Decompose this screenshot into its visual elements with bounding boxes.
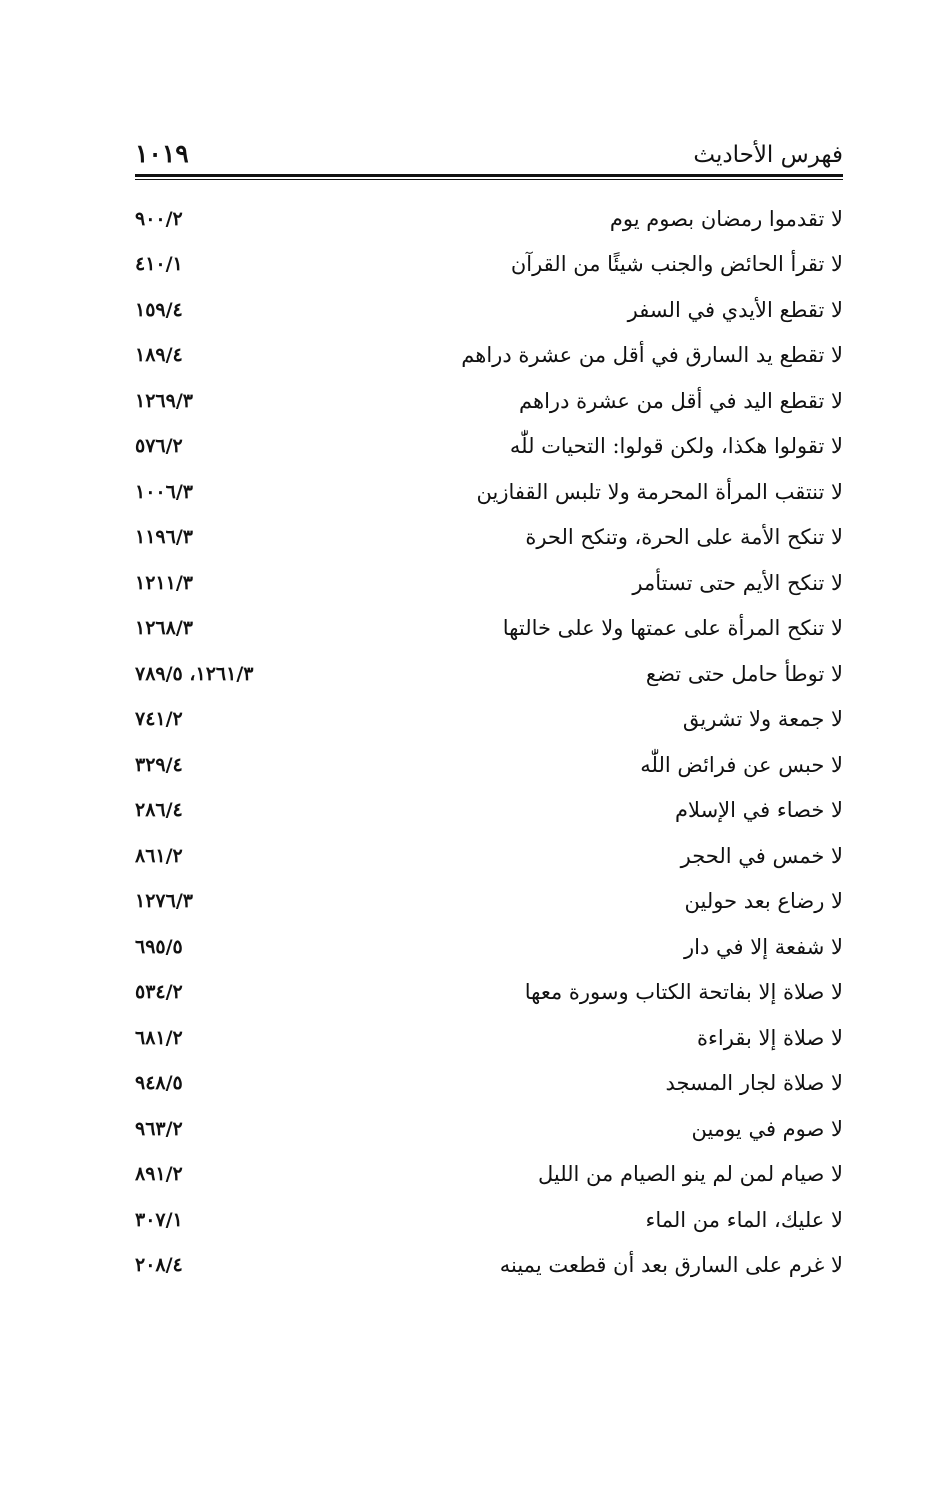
index-entry — [135, 287, 843, 333]
volume-page-ref: ١٠٠٦/٣ — [135, 480, 193, 503]
volume-page-ref: ٢٠٨/٤ — [135, 1254, 183, 1277]
hadith-text: لا تنتقب المرأة المحرمة ولا تلبس القفازين — [476, 479, 843, 504]
volume-page-ref: ٥٧٦/٢ — [135, 435, 183, 458]
volume-page-ref: ٦٩٥/٥ — [135, 935, 183, 958]
hadith-text: لا تنكح المرأة على عمتها ولا على خالتها — [502, 616, 843, 641]
hadith-text: لا صلاة لجار المسجد — [665, 1071, 843, 1096]
volume-page-ref: ١٥٩/٤ — [135, 298, 183, 321]
index-entry — [135, 1152, 843, 1198]
hadith-text: لا توطأ حامل حتى تضع — [645, 661, 843, 686]
volume-page-ref: ٥٣٤/٢ — [135, 981, 183, 1004]
volume-page-ref: ٦٨١/٢ — [135, 1026, 183, 1049]
index-entry — [135, 1197, 843, 1243]
volume-page-ref: ١٢٦٩/٣ — [135, 389, 193, 412]
volume-page-ref: ٤١٠/١ — [135, 253, 183, 276]
hadith-text: لا تقطع يد السارق في أقل من عشرة دراهم — [461, 343, 843, 368]
index-entry — [135, 697, 843, 743]
hadith-text: لا صوم في يومين — [691, 1116, 843, 1141]
volume-page-ref: ٩٦٣/٢ — [135, 1117, 183, 1140]
index-entry — [135, 1061, 843, 1107]
header-rule-thin — [135, 179, 843, 180]
hadith-text: لا تقرأ الحائض والجنب شيئًا من القرآن — [510, 252, 843, 277]
index-entry — [135, 196, 843, 242]
index-entry — [135, 1015, 843, 1061]
hadith-text: لا تنكح الأمة على الحرة، وتنكح الحرة — [525, 525, 843, 550]
hadith-text: لا رضاع بعد حولين — [684, 889, 843, 914]
volume-page-ref: ٩٤٨/٥ — [135, 1072, 183, 1095]
hadith-text: لا شفعة إلا في دار — [684, 934, 843, 959]
hadith-text: لا تنكح الأيم حتى تستأمر — [632, 570, 843, 595]
index-entry — [135, 469, 843, 515]
index-entry — [135, 651, 843, 697]
index-entry — [135, 333, 843, 379]
volume-page-ref: ٧٤١/٢ — [135, 708, 183, 731]
index-entry — [135, 378, 843, 424]
volume-page-ref: ١٢١١/٣ — [135, 571, 193, 594]
hadith-text: لا صلاة إلا بفاتحة الكتاب وسورة معها — [524, 980, 843, 1005]
index-entry — [135, 242, 843, 288]
page-number: ١٠١٩ — [135, 139, 189, 168]
volume-page-ref: ١٨٩/٤ — [135, 344, 183, 367]
index-entry — [135, 424, 843, 470]
hadith-text: لا تقولوا هكذا، ولكن قولوا: التحيات للّٰه — [509, 434, 843, 459]
index-page — [135, 128, 843, 1288]
hadith-text: لا عليك، الماء من الماء — [645, 1207, 843, 1232]
hadith-text: لا خمس في الحجر — [680, 843, 843, 868]
index-entry — [135, 1243, 843, 1289]
hadith-text: لا تقطع اليد في أقل من عشرة دراهم — [519, 388, 843, 413]
hadith-text: لا غرم على السارق بعد أن قطعت يمينه — [499, 1253, 843, 1278]
index-entry — [135, 742, 843, 788]
volume-page-ref: ٣٠٧/١ — [135, 1208, 183, 1231]
volume-page-ref: ١١٩٦/٣ — [135, 526, 193, 549]
index-entry — [135, 879, 843, 925]
index-entry — [135, 833, 843, 879]
index-entry — [135, 515, 843, 561]
index-entry — [135, 1106, 843, 1152]
index-entry — [135, 970, 843, 1016]
volume-page-ref: ٣٢٩/٤ — [135, 753, 183, 776]
hadith-text: لا جمعة ولا تشريق — [682, 707, 843, 732]
running-header — [135, 128, 843, 172]
volume-page-ref: ١٢٧٦/٣ — [135, 890, 193, 913]
volume-page-ref: ١٢٦٨/٣ — [135, 617, 193, 640]
hadith-text: لا صلاة إلا بقراءة — [697, 1025, 843, 1050]
volume-page-ref: ٩٠٠/٢ — [135, 207, 183, 230]
hadith-text: لا خصاء في الإسلام — [675, 798, 843, 823]
hadith-text: لا صيام لمن لم ينو الصيام من الليل — [537, 1162, 843, 1187]
index-entry — [135, 560, 843, 606]
header-title: فهرس الأحاديث — [693, 142, 843, 168]
header-rule-thick — [135, 174, 843, 177]
volume-page-ref: ١٢٦١/٣، ٧٨٩/٥ — [135, 662, 254, 685]
index-entry — [135, 606, 843, 652]
hadith-text: لا حبس عن فرائض اللّٰه — [640, 752, 843, 777]
volume-page-ref: ٢٨٦/٤ — [135, 799, 183, 822]
volume-page-ref: ٨٦١/٢ — [135, 844, 183, 867]
index-entry — [135, 924, 843, 970]
volume-page-ref: ٨٩١/٢ — [135, 1163, 183, 1186]
hadith-text: لا تقطع الأيدي في السفر — [627, 297, 843, 322]
hadith-text: لا تقدموا رمضان بصوم يوم — [609, 206, 843, 231]
index-entry — [135, 788, 843, 834]
hadith-index-list — [135, 196, 843, 1288]
